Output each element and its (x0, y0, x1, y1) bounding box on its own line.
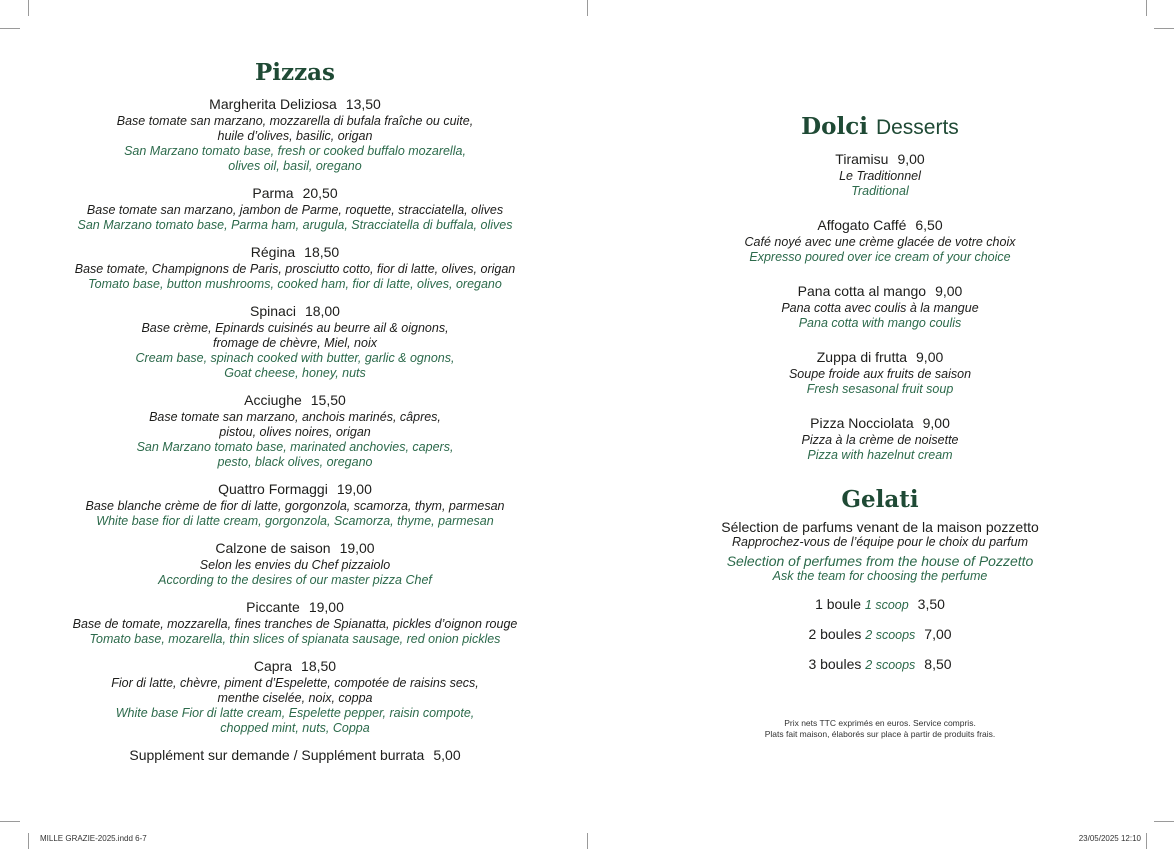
menu-item-description-en: pesto, black olives, oregano (217, 455, 373, 469)
menu-item-title (40, 658, 550, 675)
menu-item-description-fr: Base blanche crème de fior di latte, gorgonzola, scamorza, thym, parmesan (85, 499, 505, 513)
menu-item-description-fr: menthe ciselée, noix, coppa (217, 691, 373, 705)
menu-item-name: Margherita Deliziosa (209, 96, 337, 112)
scoop-label-en: 2 scoops (865, 658, 916, 672)
gelati-title: Gelati (841, 486, 919, 513)
menu-item-price: 19,00 (336, 481, 372, 497)
menu-item-price: 19,00 (308, 599, 344, 615)
menu-item (40, 96, 550, 174)
menu-item (40, 599, 550, 647)
crop-mark (28, 0, 29, 16)
menu-item-description-fr: Café noyé avec une crème glacée de votre choix (744, 235, 1016, 249)
menu-item-name: Pizza Nocciolata (810, 415, 914, 431)
menu-item (40, 481, 550, 529)
menu-item-name: Acciughe (244, 392, 302, 408)
menu-item-description-en: Pizza with hazelnut cream (807, 448, 953, 462)
scoop-label-en: 1 scoop (864, 598, 909, 612)
menu-item-title (660, 217, 1100, 234)
menu-item-title (40, 481, 550, 498)
menu-item-name: Régina (250, 244, 296, 260)
menu-item-description-en: Fresh sesasonal fruit soup (806, 382, 954, 396)
menu-item-price: 9,00 (916, 349, 944, 365)
menu-item-description-en: Pana cotta with mango coulis (798, 316, 962, 330)
menu-item-description-en: Traditional (851, 184, 909, 198)
scoop-label: 1 boule (815, 596, 861, 612)
crop-mark (1146, 833, 1147, 849)
menu-item-name: Calzone de saison (215, 540, 331, 556)
menu-item-price: 13,50 (345, 96, 381, 112)
menu-item-title (40, 392, 550, 409)
menu-item (40, 244, 550, 292)
scoop-label: 3 boules (808, 656, 862, 672)
menu-item-description-en: Goat cheese, honey, nuts (224, 366, 366, 380)
menu-item (40, 540, 550, 588)
menu-item-description-en: San Marzano tomato base, marinated anchovies, capers, (136, 440, 454, 454)
menu-item (660, 283, 1100, 331)
scoop-label-en: 2 scoops (865, 628, 916, 642)
menu-item (660, 349, 1100, 397)
menu-item-description-en: White base Fior di latte cream, Espelette pepper, raisin compote, (115, 706, 475, 720)
menu-item-title (40, 540, 550, 557)
menu-item-price: 9,00 (897, 151, 925, 167)
crop-mark (1154, 28, 1174, 29)
scoop-price: 8,50 (924, 656, 952, 672)
menu-item-description-en: San Marzano tomato base, fresh or cooked buffalo mozarella, (124, 144, 466, 158)
menu-item-name: Parma (252, 185, 294, 201)
menu-item-title (40, 96, 550, 113)
menu-item (40, 185, 550, 233)
menu-item-description-fr: Fior di latte, chèvre, piment d’Espelette, compotée de raisins secs, (111, 676, 479, 690)
pizza-list (40, 96, 550, 736)
desserts-column (660, 112, 1100, 740)
menu-item-price: 6,50 (915, 217, 943, 233)
gelati-note-en: Ask the team for choosing the perfume (772, 569, 988, 583)
menu-item-title (40, 303, 550, 320)
scoop-label: 2 boules (808, 626, 862, 642)
menu-item-description-fr: Pana cotta avec coulis à la mangue (781, 301, 979, 315)
gelati-description-fr: Sélection de parfums venant de la maison pozzetto (721, 519, 1039, 535)
menu-item-description-fr: huile d’olives, basilic, origan (217, 129, 373, 143)
scoop-option (660, 656, 1100, 674)
menu-item (660, 151, 1100, 199)
menu-item-title (40, 185, 550, 202)
menu-item-description-fr: fromage de chèvre, Miel, noix (213, 336, 377, 350)
menu-item-description-en: San Marzano tomato base, Parma ham, arugula, Stracciatella di buffala, olives (77, 218, 513, 232)
menu-item-title (40, 599, 550, 616)
menu-item-description-en: Cream base, spinach cooked with butter, garlic & ognons, (135, 351, 455, 365)
pizzas-title: Pizzas (254, 59, 335, 86)
menu-item-title (660, 415, 1100, 432)
crop-mark (1146, 0, 1147, 16)
supplement-label: Supplément sur demande / Supplément burrata (129, 747, 425, 763)
scoop-price: 3,50 (917, 596, 945, 612)
menu-item-name: Pana cotta al mango (797, 283, 927, 299)
menu-item-description-fr: Le Traditionnel (839, 169, 921, 183)
menu-item-description-en: chopped mint, nuts, Coppa (220, 721, 370, 735)
menu-item-description-fr: Base tomate san marzano, mozzarella di bufala fraîche ou cuite, (116, 114, 474, 128)
menu-item-description-en: Tomato base, mozarella, thin slices of spianata sausage, red onion pickles (89, 632, 501, 646)
menu-item-price: 9,00 (935, 283, 963, 299)
dolci-list (660, 151, 1100, 463)
menu-item-description-fr: Base crème, Epinards cuisinés au beurre ail & oignons, (141, 321, 449, 335)
menu-item (660, 415, 1100, 463)
footer-file: MILLE GRAZIE-2025.indd 6-7 (40, 834, 147, 843)
menu-item-title (660, 349, 1100, 366)
menu-item-description-fr: Base tomate, Champignons de Paris, prosciutto cotto, fior di latte, olives, origan (74, 262, 516, 276)
menu-item-description-fr: pistou, olives noires, origan (219, 425, 371, 439)
menu-item-price: 15,50 (310, 392, 346, 408)
menu-item (40, 392, 550, 470)
menu-item-description-fr: Soupe froide aux fruits de saison (788, 367, 972, 381)
menu-item (40, 303, 550, 381)
menu-item-title (660, 283, 1100, 300)
menu-item-description-fr: Pizza à la crème de noisette (801, 433, 959, 447)
menu-item-name: Zuppa di frutta (816, 349, 908, 365)
supplement-price: 5,00 (433, 747, 461, 763)
pizzas-section (40, 58, 550, 764)
menu-item-price: 19,00 (339, 540, 375, 556)
scoop-option (660, 626, 1100, 644)
scoop-option (660, 596, 1100, 614)
menu-item-description-en: Tomato base, button mushrooms, cooked ham, fior di latte, olives, oregano (88, 277, 502, 291)
supplement-line (40, 747, 550, 764)
scoop-list (660, 596, 1100, 674)
menu-item-price: 20,50 (302, 185, 338, 201)
crop-mark (0, 28, 20, 29)
menu-item-description-fr: Base tomate san marzano, anchois marinés, câpres, (149, 410, 441, 424)
menu-item-name: Spinaci (250, 303, 296, 319)
scoop-price: 7,00 (924, 626, 952, 642)
menu-item-title (40, 244, 550, 261)
crop-mark (28, 833, 29, 849)
menu-item-description-fr: Selon les envies du Chef pizzaiolo (199, 558, 391, 572)
footer-date: 23/05/2025 12:10 (1078, 834, 1141, 843)
menu-item-name: Affogato Caffé (817, 217, 907, 233)
menu-item-name: Quattro Formaggi (218, 481, 328, 497)
menu-item-description-en: White base fior di latte cream, gorgonzola, Scamorza, thyme, parmesan (96, 514, 494, 528)
crop-mark (0, 821, 20, 822)
menu-item-description-en: According to the desires of our master pizza Chef (158, 573, 432, 587)
dolci-title-it: Dolci (801, 113, 868, 140)
price-note-line: Plats fait maison, élaborés sur place à partir de produits frais. (764, 729, 996, 739)
crop-mark (587, 0, 588, 16)
menu-item-description-en: Expresso poured over ice cream of your choice (749, 250, 1011, 264)
gelati-description-en: Selection of perfumes from the house of Pozzetto (726, 553, 1034, 569)
menu-item-name: Piccante (246, 599, 300, 615)
menu-item-description-en: olives oil, basil, oregano (228, 159, 362, 173)
menu-item-price: 9,00 (922, 415, 950, 431)
dolci-title (660, 112, 1100, 143)
price-note-line: Prix nets TTC exprimés en euros. Service compris. (784, 718, 976, 728)
menu-item (660, 217, 1100, 265)
menu-item-name: Tiramisu (835, 151, 889, 167)
dolci-title-fr: Desserts (875, 116, 959, 139)
menu-item-title (660, 151, 1100, 168)
menu-item-description-fr: Base de tomate, mozzarella, fines tranches de Spianatta, pickles d’oignon rouge (72, 617, 518, 631)
menu-item (40, 658, 550, 736)
crop-mark (1154, 821, 1174, 822)
menu-item-price: 18,50 (301, 658, 337, 674)
menu-item-description-fr: Base tomate san marzano, jambon de Parme, roquette, stracciatella, olives (86, 203, 504, 217)
gelati-note-fr: Rapprochez-vous de l’équipe pour le choix du parfum (731, 535, 1028, 549)
menu-item-price: 18,50 (304, 244, 340, 260)
crop-mark (587, 833, 588, 849)
menu-item-price: 18,00 (304, 303, 340, 319)
price-note (660, 718, 1100, 740)
menu-item-name: Capra (253, 658, 293, 674)
